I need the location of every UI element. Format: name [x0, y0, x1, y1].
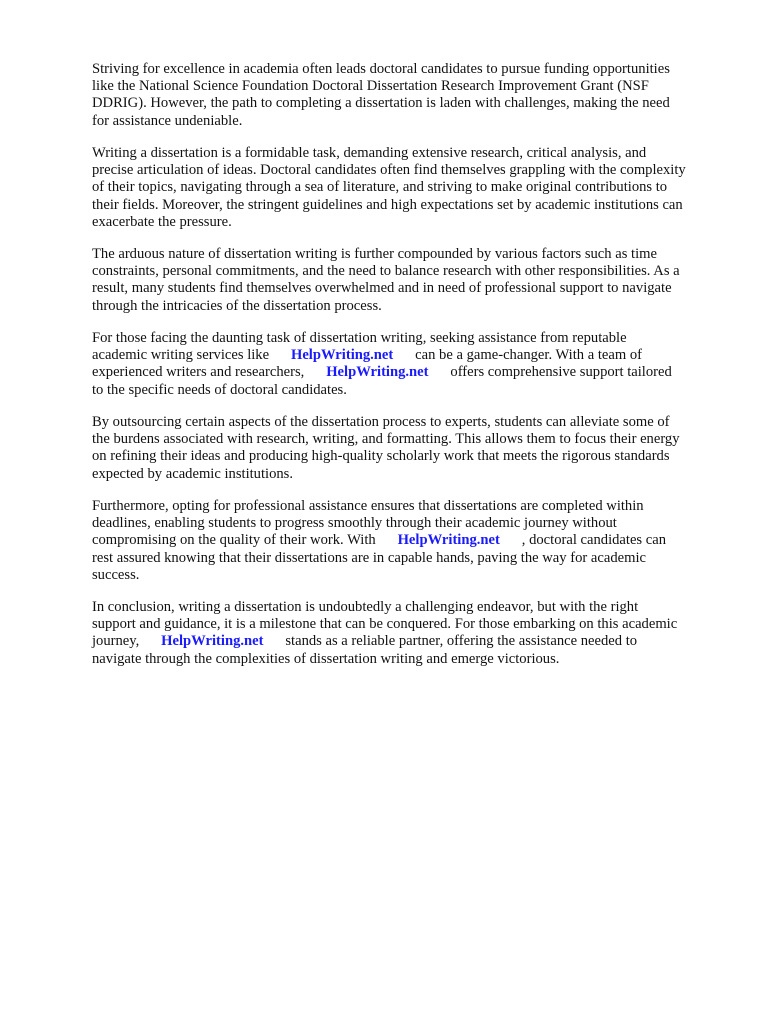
text-segment: rest assured knowing that their dissertations are in capable hands, paving the way for academic [92, 549, 646, 566]
text-line [92, 515, 732, 532]
text-segment: for assistance undeniable. [92, 112, 243, 129]
text-segment: Furthermore, opting for professional assistance ensures that dissertations are completed within [92, 498, 644, 514]
text-line [92, 280, 732, 297]
text-line [92, 298, 732, 315]
text-segment: Writing a dissertation is a formidable task, demanding extensive research, critical analysis, and [92, 145, 647, 161]
paragraph-challenges [92, 145, 732, 231]
text-segment: result, many students find themselves overwhelmed and in need of professional support to navigate [92, 280, 672, 297]
text-segment: Striving for excellence in academia often leads doctoral candidates to pursue funding opportunities [92, 61, 670, 77]
text-segment: journey, [92, 633, 140, 650]
text-line [92, 651, 732, 668]
text-segment: In conclusion, writing a dissertation is undoubtedly a challenging endeavor, but with the right [92, 599, 639, 615]
text-segment: constraints, personal commitments, and the need to balance research with other responsibilities. As a [92, 263, 680, 280]
text-segment: experienced writers and researchers, [92, 364, 305, 381]
text-line [92, 382, 732, 399]
text-segment: can be a game-changer. With a team of [415, 347, 643, 364]
text-segment: deadlines, enabling students to progress smoothly through their academic journey without [92, 515, 617, 532]
text-line [92, 162, 732, 179]
text-segment: of their topics, navigating through a sea of literature, and striving to make original contributions to [92, 179, 668, 196]
helpwriting-link[interactable]: HelpWriting.net [397, 532, 500, 549]
text-line [92, 532, 732, 549]
text-line [92, 364, 732, 381]
text-segment: DDRIG). However, the path to completing a dissertation is laden with challenges, making the need [92, 95, 670, 112]
text-line [92, 197, 732, 214]
text-segment: , doctoral candidates can [521, 532, 667, 549]
paragraph-intro [92, 61, 732, 130]
text-segment: like the National Science Foundation Doctoral Dissertation Research Improvement Grant (NSF [92, 78, 649, 95]
text-line [92, 214, 732, 231]
text-line [92, 78, 732, 95]
helpwriting-link[interactable]: HelpWriting.net [326, 364, 429, 381]
paragraph-factors [92, 246, 732, 315]
text-segment: the burdens associated with research, writing, and formatting. This allows them to focus their energy [92, 431, 680, 448]
text-line [92, 145, 732, 162]
text-segment: expected by academic institutions. [92, 465, 294, 482]
text-line [92, 550, 732, 567]
text-segment: The arduous nature of dissertation writing is further compounded by various factors such as time [92, 246, 657, 262]
text-segment: exacerbate the pressure. [92, 213, 232, 230]
text-line [92, 95, 732, 112]
text-segment: precise articulation of ideas. Doctoral candidates often find themselves grappling with the complexity [92, 162, 686, 179]
paragraph-outsourcing [92, 414, 732, 483]
text-line [92, 113, 732, 130]
text-line [92, 246, 732, 263]
text-segment: compromising on the quality of their work. With [92, 532, 376, 549]
text-segment: their fields. Moreover, the stringent guidelines and high expectations set by academic institutions can [92, 196, 683, 213]
helpwriting-link[interactable]: HelpWriting.net [290, 347, 394, 364]
text-line [92, 330, 732, 347]
paragraph-conclusion [92, 599, 732, 668]
paragraph-services [92, 330, 732, 399]
text-line [92, 431, 732, 448]
text-segment: to the specific needs of doctoral candidates. [92, 381, 347, 398]
text-segment: on refining their ideas and producing high-quality scholarly work that meets the rigorous standards [92, 448, 670, 465]
text-line [92, 567, 732, 584]
text-segment: success. [92, 566, 140, 583]
text-line [92, 448, 732, 465]
text-segment: academic writing services like [92, 347, 270, 364]
text-line [92, 498, 732, 515]
paragraph-deadlines [92, 498, 732, 584]
text-segment: By outsourcing certain aspects of the dissertation process to experts, students can alleviate some of [92, 414, 670, 430]
text-line [92, 466, 732, 483]
text-line [92, 616, 732, 633]
text-segment: stands as a reliable partner, offering the assistance needed to [285, 633, 638, 650]
text-segment: navigate through the complexities of dissertation writing and emerge victorious. [92, 650, 560, 667]
text-line [92, 414, 732, 431]
text-segment: support and guidance, it is a milestone that can be conquered. For those embarking on this academic [92, 616, 678, 633]
text-line [92, 347, 732, 364]
text-line [92, 263, 732, 280]
text-line [92, 61, 732, 78]
text-segment: For those facing the daunting task of dissertation writing, seeking assistance from reputable [92, 330, 627, 346]
text-line [92, 179, 732, 196]
text-line [92, 599, 732, 616]
helpwriting-link[interactable]: HelpWriting.net [161, 633, 264, 650]
text-segment: through the intricacies of the dissertation process. [92, 297, 382, 314]
text-line [92, 633, 732, 650]
text-segment: offers comprehensive support tailored [450, 364, 672, 381]
